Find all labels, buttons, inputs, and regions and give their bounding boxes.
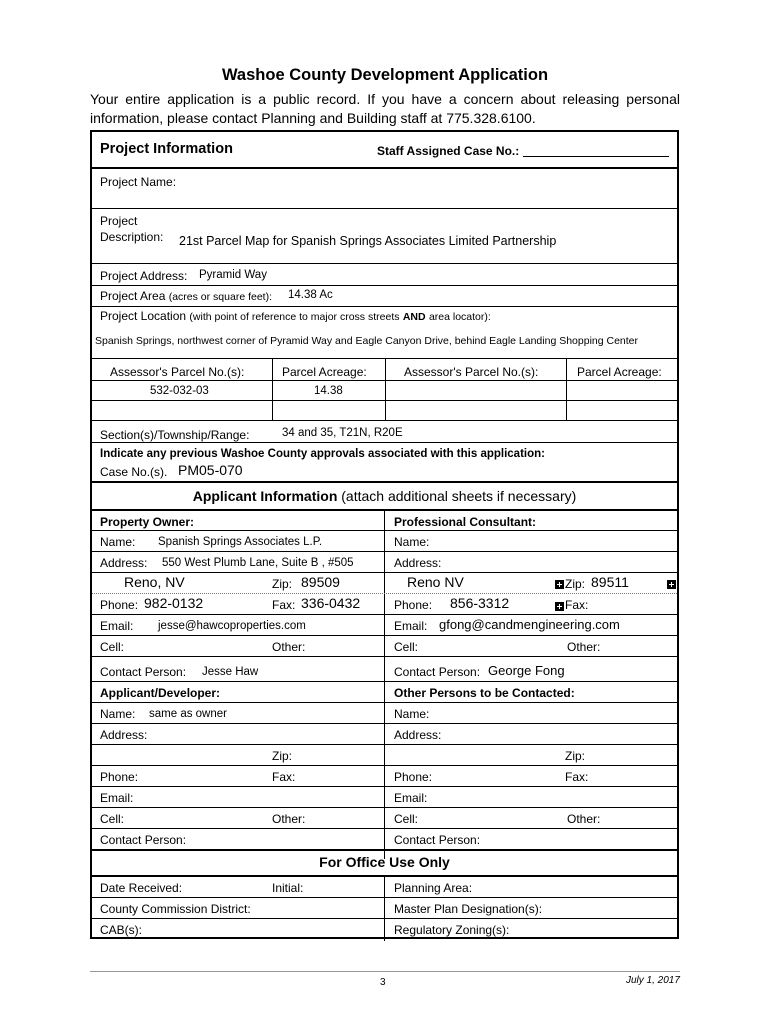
project-area-value[interactable]: 14.38 Ac bbox=[288, 289, 333, 301]
planning-area-label: Planning Area: bbox=[394, 881, 473, 895]
divider bbox=[92, 765, 677, 766]
property-owner-heading: Property Owner: bbox=[100, 515, 195, 529]
owner-contact-label: Contact Person: bbox=[100, 665, 187, 679]
master-plan-label: Master Plan Designation(s): bbox=[394, 902, 543, 916]
owner-email-value[interactable]: jesse@hawcoproperties.com bbox=[158, 620, 306, 632]
case-no-label: Case No.(s). bbox=[100, 465, 168, 479]
developer-email-label: Email: bbox=[100, 791, 134, 805]
others-zip-label: Zip: bbox=[565, 749, 586, 763]
divider bbox=[92, 635, 677, 636]
divider bbox=[92, 656, 677, 657]
divider bbox=[92, 551, 677, 552]
others-name-label: Name: bbox=[394, 707, 430, 721]
divider bbox=[92, 442, 677, 443]
case-no-value[interactable]: PM05-070 bbox=[178, 462, 243, 478]
developer-name-value[interactable]: same as owner bbox=[149, 708, 227, 720]
owner-city-value[interactable]: Reno, NV bbox=[124, 574, 185, 590]
owner-fax-value[interactable]: 336-0432 bbox=[301, 595, 361, 611]
consultant-zip-label: Zip: bbox=[565, 577, 586, 591]
intro-text: Your entire application is a public record. If you have a concern about releasing personal information, please contact Planning and Building staff at 775.328.6100. bbox=[90, 91, 680, 126]
owner-fax-label: Fax: bbox=[272, 598, 296, 612]
developer-address-label: Address: bbox=[100, 728, 148, 742]
divider bbox=[92, 208, 677, 209]
consultant-cell-label: Cell: bbox=[394, 640, 419, 654]
divider bbox=[92, 530, 677, 531]
owner-address-value[interactable]: 550 West Plumb Lane, Suite B , #505 bbox=[162, 557, 354, 569]
project-description-label: Project bbox=[100, 214, 138, 228]
others-other-label: Other: bbox=[567, 812, 601, 826]
footer-divider bbox=[90, 971, 680, 972]
initial-label: Initial: bbox=[272, 881, 304, 895]
developer-other-label: Other: bbox=[272, 812, 306, 826]
regulatory-zoning-label: Regulatory Zoning(s): bbox=[394, 923, 510, 937]
consultant-other-label: Other: bbox=[567, 640, 601, 654]
divider bbox=[385, 358, 386, 420]
parcel-col2-header: Parcel Acreage: bbox=[282, 365, 367, 379]
divider bbox=[92, 897, 677, 898]
consultant-zip-value[interactable]: 89511 bbox=[591, 574, 629, 590]
divider bbox=[272, 358, 273, 420]
divider bbox=[92, 593, 677, 594]
developer-phone-label: Phone: bbox=[100, 770, 139, 784]
parcel-acreage-1[interactable]: 14.38 bbox=[314, 385, 343, 397]
divider bbox=[92, 285, 677, 286]
owner-other-label: Other: bbox=[272, 640, 306, 654]
owner-name-label: Name: bbox=[100, 535, 136, 549]
staff-case-line bbox=[523, 145, 669, 157]
consultant-contact-label: Contact Person: bbox=[394, 665, 481, 679]
developer-heading: Applicant/Developer: bbox=[100, 686, 221, 700]
others-heading: Other Persons to be Contacted: bbox=[394, 686, 575, 700]
project-description-label-2: Description: bbox=[100, 230, 164, 244]
developer-fax-label: Fax: bbox=[272, 770, 296, 784]
owner-zip-label: Zip: bbox=[272, 577, 293, 591]
parcel-col3-header: Assessor's Parcel No.(s): bbox=[404, 365, 539, 379]
consultant-email-label: Email: bbox=[394, 619, 428, 633]
project-location-value[interactable]: Spanish Springs, northwest corner of Pyramid Way and Eagle Canyon Drive, behind Eagle Landing Shopping Center bbox=[95, 335, 639, 347]
str-value[interactable]: 34 and 35, T21N, R20E bbox=[282, 427, 403, 439]
column-divider bbox=[384, 875, 385, 941]
consultant-heading: Professional Consultant: bbox=[394, 515, 537, 529]
previous-approvals-label: Indicate any previous Washoe County approvals associated with this application: bbox=[100, 448, 545, 460]
developer-cell-label: Cell: bbox=[100, 812, 125, 826]
date-received-label: Date Received: bbox=[100, 881, 183, 895]
divider bbox=[92, 263, 677, 264]
divider bbox=[92, 723, 677, 724]
document-title: Washoe County Development Application bbox=[221, 66, 549, 84]
owner-contact-value[interactable]: Jesse Haw bbox=[202, 666, 259, 678]
commission-district-label: County Commission District: bbox=[100, 902, 251, 916]
project-location-label: Project Location (with point of reference to major cross streets AND area locator): bbox=[100, 309, 491, 323]
divider bbox=[92, 572, 677, 573]
others-phone-label: Phone: bbox=[394, 770, 433, 784]
owner-name-value[interactable]: Spanish Springs Associates L.P. bbox=[158, 536, 323, 548]
divider bbox=[92, 849, 677, 851]
owner-address-label: Address: bbox=[100, 556, 148, 570]
others-address-label: Address: bbox=[394, 728, 442, 742]
expand-icon[interactable] bbox=[555, 580, 564, 589]
others-cell-label: Cell: bbox=[394, 812, 419, 826]
parcel-col1-header: Assessor's Parcel No.(s): bbox=[110, 365, 245, 379]
divider bbox=[92, 702, 677, 703]
owner-cell-label: Cell: bbox=[100, 640, 125, 654]
developer-name-label: Name: bbox=[100, 707, 136, 721]
divider bbox=[92, 681, 677, 682]
cab-label: CAB(s): bbox=[100, 923, 142, 937]
consultant-city-value[interactable]: Reno NV bbox=[407, 574, 464, 590]
project-area-label: Project Area (acres or square feet): bbox=[100, 289, 273, 303]
owner-phone-label: Phone: bbox=[100, 598, 139, 612]
others-contact-label: Contact Person: bbox=[394, 833, 481, 847]
others-email-label: Email: bbox=[394, 791, 428, 805]
project-address-label: Project Address: bbox=[100, 269, 188, 283]
divider bbox=[92, 481, 677, 483]
page-number: 3 bbox=[380, 977, 386, 988]
divider bbox=[92, 807, 677, 808]
project-name-label: Project Name: bbox=[100, 175, 177, 189]
developer-zip-label: Zip: bbox=[272, 749, 293, 763]
str-label: Section(s)/Township/Range: bbox=[100, 428, 250, 442]
parcel-col4-header: Parcel Acreage: bbox=[577, 365, 662, 379]
expand-icon[interactable] bbox=[555, 602, 564, 611]
application-form bbox=[90, 130, 679, 939]
divider bbox=[92, 614, 677, 615]
others-fax-label: Fax: bbox=[565, 770, 589, 784]
divider bbox=[92, 828, 677, 829]
divider bbox=[92, 744, 677, 745]
project-address-value[interactable]: Pyramid Way bbox=[199, 269, 267, 281]
divider bbox=[566, 358, 567, 420]
owner-zip-value[interactable]: 89509 bbox=[301, 574, 340, 590]
parcel-no-1[interactable]: 532-032-03 bbox=[150, 385, 209, 397]
staff-case-field[interactable] bbox=[377, 144, 669, 158]
consultant-address-label: Address: bbox=[394, 556, 442, 570]
consultant-phone-value[interactable]: 856-3312 bbox=[450, 595, 510, 611]
project-description-value[interactable]: 21st Parcel Map for Spanish Springs Associates Limited Partnership bbox=[179, 234, 557, 248]
developer-contact-label: Contact Person: bbox=[100, 833, 187, 847]
consultant-fax-label: Fax: bbox=[565, 598, 589, 612]
consultant-contact-value[interactable]: George Fong bbox=[488, 663, 565, 678]
footer-date: July 1, 2017 bbox=[626, 975, 680, 986]
owner-phone-value[interactable]: 982-0132 bbox=[144, 595, 204, 611]
consultant-name-label: Name: bbox=[394, 535, 430, 549]
divider bbox=[92, 786, 677, 787]
consultant-email-value[interactable]: gfong@candmengineering.com bbox=[439, 617, 620, 632]
office-use-heading: For Office Use Only bbox=[319, 854, 450, 870]
applicant-info-heading: Applicant Information (attach additional sheets if necessary) bbox=[192, 488, 577, 504]
divider bbox=[92, 306, 677, 307]
consultant-phone-label: Phone: bbox=[394, 598, 433, 612]
expand-icon[interactable] bbox=[667, 580, 676, 589]
owner-email-label: Email: bbox=[100, 619, 134, 633]
staff-case-label: Staff Assigned Case No.: bbox=[377, 144, 520, 158]
divider bbox=[92, 420, 677, 421]
project-info-heading: Project Information bbox=[100, 141, 233, 157]
divider bbox=[92, 918, 677, 919]
divider bbox=[92, 167, 677, 169]
